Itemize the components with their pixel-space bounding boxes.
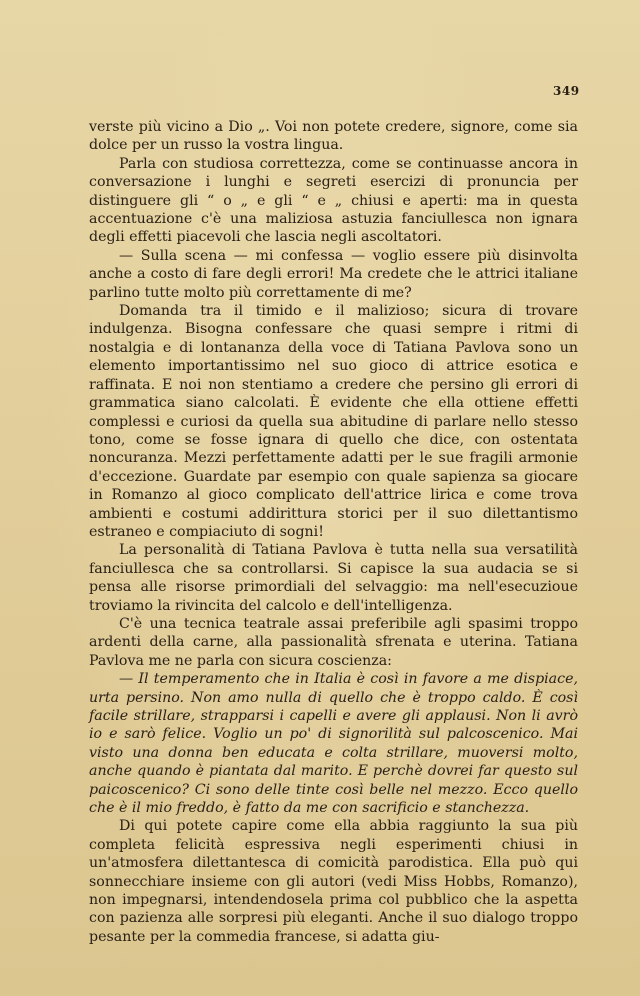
paragraph-3: — Sulla scena — mi confessa — voglio essere più disinvolta anche a costo di fare degli errori! Ma credete che le attrici italiane parlino tutte molto più correttamente di me? bbox=[89, 247, 578, 301]
paragraph-1: verste più vicino a Dio „. Voi non potete credere, signore, come sia dolce per un russo la vostra lingua. bbox=[89, 119, 578, 154]
paragraph-8: Di qui potete capire come ella abbia raggiunto la sua più completa felicità espressiva negli esperimenti chiusi in un'atmosfera dilettantesca di comicità parodistica. Ella può qui sonnecchiare insieme con gli autori (vedi Miss Hobbs, Romanzo), non impegnarsi, intendendosela prima col pubblico che la aspetta con pazienza alle sorpresi più eleganti. Anche il suo dialogo troppo pesante per la commedia francese, si adatta giu- bbox=[89, 818, 578, 945]
quote-paragraph: — Il temperamento che in Italia è così in favore a me dispiace, urta persino. Non amo nulla di quello che è troppo caldo. È così facile strillare, strapparsi i capelli e avere gli applausi. Non li avrò io e sarò felice. Voglio un po' di signorilità sul palcoscenico. Mai visto una donna ben educata e colta strillare, muoversi molto, anche quando è piantata dal marito. E perchè dovrei far questo sul paicoscenico? Ci sono delle tinte così belle nel mezzo. Ecco quello che è il mio freddo, è fatto da me con sacrificio e stanchezza. bbox=[89, 671, 578, 817]
paragraph-2: Parla con studiosa correttezza, come se continuasse ancora in conversazione i lunghi e segreti esercizi di pronuncia per distinguere gli “ o „ e gli “ e „ chiusi e aperti: ma in questa accentuazione c'è una maliziosa astuzia fanciullesca non ignara degli effetti piacevoli che lascia negli ascoltatori. bbox=[89, 155, 578, 246]
paragraph-6: C'è una tecnica teatrale assai preferibile agli spasimi troppo ardenti della carne, alla passionalità sfrenata e uterina. Tatiana Pavlova me ne parla con sicura coscienza: bbox=[89, 615, 578, 669]
page-number: 349 bbox=[553, 84, 580, 98]
body-text bbox=[89, 118, 578, 946]
paragraph-4: Domanda tra il timido e il malizioso; sicura di trovare indulgenza. Bisogna confessare che quasi sempre i ritmi di nostalgia e di lontananza della voce di Tatiana Pavlova sono un elemento importantissimo nel suo gioco di attrice esotica e raffinata. E noi non stentiamo a credere che persino gli errori di grammatica siano calcolati. È evidente che ella ottiene effetti complessi e curiosi da quella sua abitudine di parlare nello stesso tono, come se fosse ignara di quello che dice, con ostentata noncuranza. Mezzi perfettamente adatti per le sue fragili armonie d'eccezione. Guardate par esempio con quale sapienza sa giocare in Romanzo al gioco complicato dell'attrice lirica e come trova ambienti e costumi addirittura storici per il suo dilettantismo estraneo e compiaciuto di sogni! bbox=[89, 303, 578, 540]
paragraph-5: La personalità di Tatiana Pavlova è tutta nella sua versatilità fanciullesca che sa controllarsi. Si capisce la sua audacia se si pensa alle risorse primordiali del selvaggio: ma nell'esecuzioue troviamo la rivincita del calcolo e dell'intelligenza. bbox=[89, 542, 578, 614]
